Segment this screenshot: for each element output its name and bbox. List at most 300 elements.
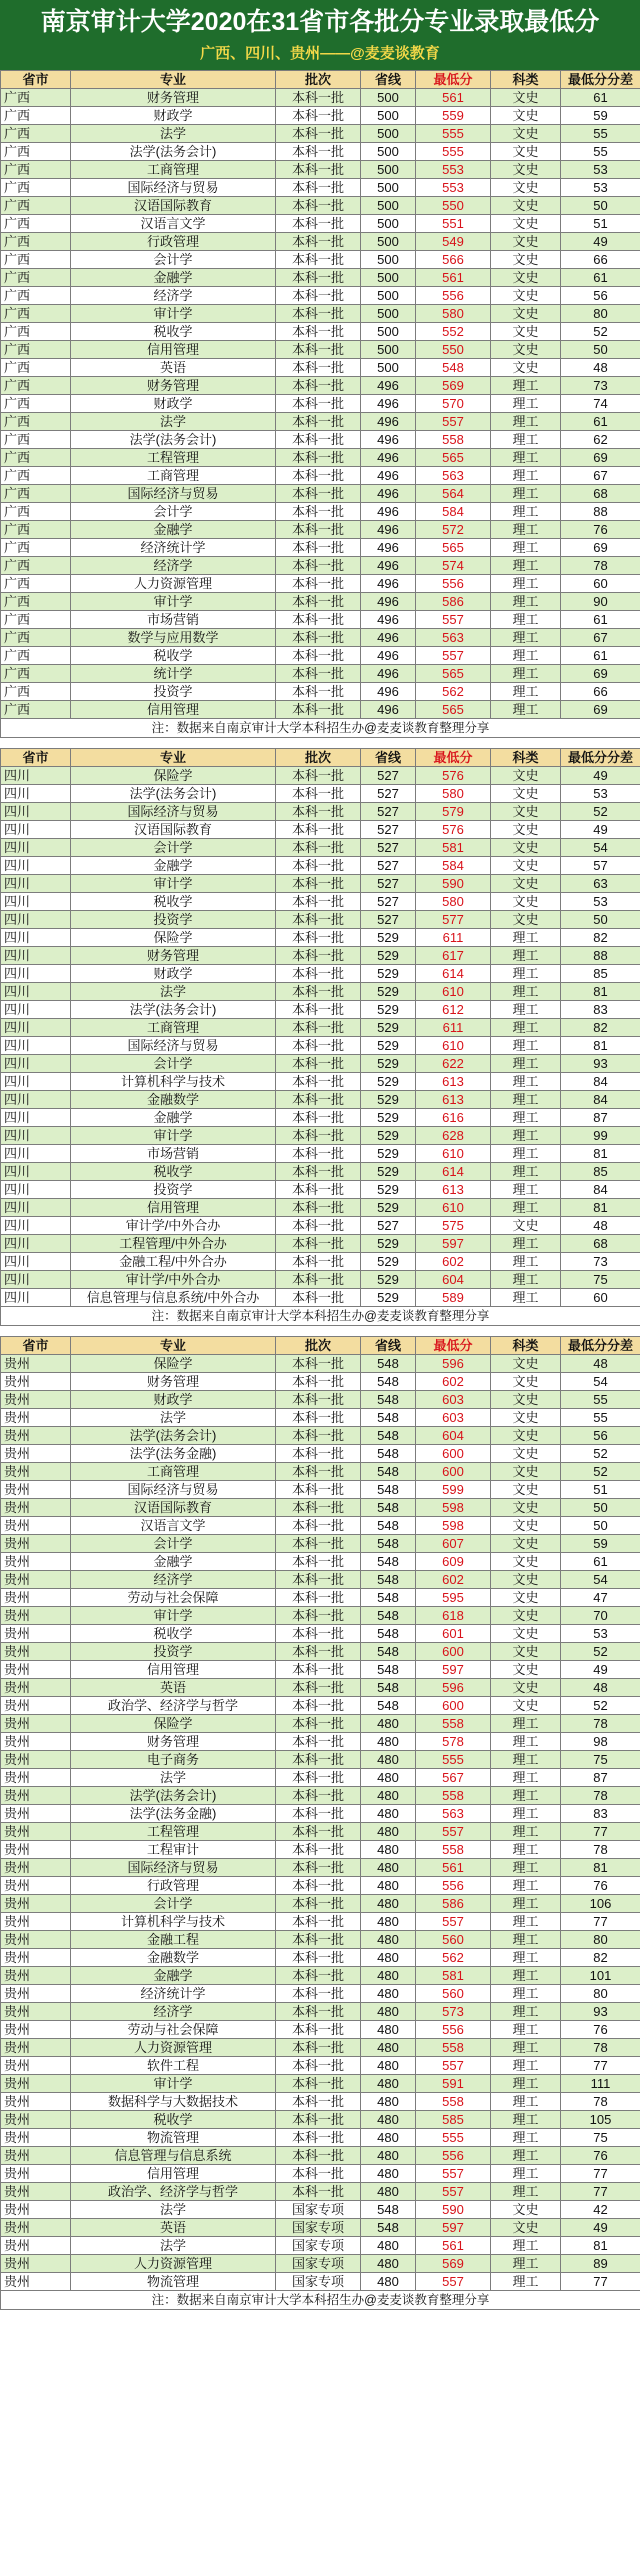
major-cell: 审计学/中外合办 [71,1217,276,1235]
batch-cell: 本科一批 [276,1217,361,1235]
major-cell: 投资学 [71,911,276,929]
province-cell: 贵州 [1,2201,71,2219]
table-row [1,1463,640,1481]
table-row [1,1607,640,1625]
min-score-cell: 552 [416,323,491,341]
min-score-cell: 556 [416,1877,491,1895]
track-cell: 理工 [491,2111,561,2129]
major-cell: 市场营销 [71,1145,276,1163]
track-cell: 理工 [491,1715,561,1733]
cutoff-cell: 527 [361,1217,416,1235]
batch-cell: 本科一批 [276,1391,361,1409]
batch-cell: 本科一批 [276,413,361,431]
cutoff-cell: 527 [361,857,416,875]
table-row [1,287,640,305]
table-row [1,1181,640,1199]
min-score-cell: 548 [416,359,491,377]
track-cell: 文史 [491,1499,561,1517]
track-cell: 理工 [491,1037,561,1055]
cutoff-cell: 529 [361,1253,416,1271]
track-cell: 理工 [491,611,561,629]
table-row [1,1841,640,1859]
batch-cell: 本科一批 [276,1535,361,1553]
score-diff-cell: 81 [561,1199,640,1217]
score-diff-cell: 81 [561,983,640,1001]
province-cell: 贵州 [1,2057,71,2075]
track-cell: 理工 [491,1787,561,1805]
cutoff-cell: 480 [361,1859,416,1877]
cutoff-cell: 480 [361,1787,416,1805]
table-row [1,947,640,965]
table-row [1,1751,640,1769]
batch-cell: 本科一批 [276,1037,361,1055]
major-cell: 计算机科学与技术 [71,1913,276,1931]
column-header: 最低分分差 [561,1337,640,1355]
score-table [0,748,640,1326]
min-score-cell: 604 [416,1271,491,1289]
cutoff-cell: 496 [361,503,416,521]
batch-cell: 本科一批 [276,269,361,287]
min-score-cell: 596 [416,1679,491,1697]
table-row [1,1715,640,1733]
track-cell: 理工 [491,1823,561,1841]
track-cell: 文史 [491,359,561,377]
track-cell: 理工 [491,593,561,611]
province-cell: 四川 [1,1109,71,1127]
cutoff-cell: 529 [361,1109,416,1127]
table-row [1,1199,640,1217]
table-row [1,1895,640,1913]
track-cell: 理工 [491,1181,561,1199]
min-score-cell: 622 [416,1055,491,1073]
batch-cell: 本科一批 [276,965,361,983]
column-header: 批次 [276,749,361,767]
province-cell: 贵州 [1,2219,71,2237]
cutoff-cell: 480 [361,1733,416,1751]
table-row [1,1289,640,1307]
major-cell: 经济学 [71,287,276,305]
batch-cell: 本科一批 [276,251,361,269]
track-cell: 理工 [491,1145,561,1163]
score-tables [0,70,640,2310]
score-diff-cell: 68 [561,1235,640,1253]
score-diff-cell: 78 [561,1841,640,1859]
score-diff-cell: 48 [561,1355,640,1373]
province-cell: 广西 [1,89,71,107]
table-header-row [1,71,640,89]
batch-cell: 本科一批 [276,431,361,449]
batch-cell: 本科一批 [276,647,361,665]
table-row [1,1391,640,1409]
score-diff-cell: 81 [561,2237,640,2255]
province-cell: 广西 [1,701,71,719]
province-cell: 贵州 [1,1445,71,1463]
major-cell: 法学(法务会计) [71,431,276,449]
cutoff-cell: 529 [361,1001,416,1019]
track-cell: 理工 [491,1931,561,1949]
min-score-cell: 557 [416,2057,491,2075]
score-diff-cell: 90 [561,593,640,611]
score-diff-cell: 76 [561,2147,640,2165]
table-row [1,1427,640,1445]
track-cell: 理工 [491,1001,561,1019]
min-score-cell: 558 [416,1787,491,1805]
column-header: 专业 [71,1337,276,1355]
table-row [1,1823,640,1841]
track-cell: 文史 [491,1661,561,1679]
province-cell: 贵州 [1,1589,71,1607]
score-diff-cell: 73 [561,377,640,395]
batch-cell: 国家专项 [276,2219,361,2237]
batch-cell: 本科一批 [276,503,361,521]
table-row [1,1235,640,1253]
batch-cell: 本科一批 [276,377,361,395]
score-diff-cell: 81 [561,1859,640,1877]
batch-cell: 本科一批 [276,557,361,575]
track-cell: 理工 [491,701,561,719]
score-diff-cell: 76 [561,1877,640,1895]
batch-cell: 本科一批 [276,1895,361,1913]
min-score-cell: 555 [416,2129,491,2147]
major-cell: 税收学 [71,323,276,341]
province-cell: 四川 [1,1055,71,1073]
score-diff-cell: 50 [561,1499,640,1517]
province-cell: 贵州 [1,1463,71,1481]
batch-cell: 本科一批 [276,1643,361,1661]
batch-cell: 本科一批 [276,1985,361,2003]
title-banner [0,0,640,70]
batch-cell: 本科一批 [276,1571,361,1589]
major-cell: 金融学 [71,857,276,875]
table-row [1,1145,640,1163]
cutoff-cell: 527 [361,893,416,911]
major-cell: 审计学 [71,593,276,611]
province-cell: 广西 [1,161,71,179]
score-diff-cell: 48 [561,1679,640,1697]
track-cell: 理工 [491,2075,561,2093]
batch-cell: 本科一批 [276,1751,361,1769]
major-cell: 保险学 [71,767,276,785]
min-score-cell: 563 [416,629,491,647]
province-cell: 四川 [1,1163,71,1181]
table-row [1,557,640,575]
track-cell: 文史 [491,1409,561,1427]
score-diff-cell: 52 [561,1445,640,1463]
score-diff-cell: 60 [561,575,640,593]
min-score-cell: 559 [416,107,491,125]
major-cell: 信用管理 [71,2165,276,2183]
province-cell: 贵州 [1,1859,71,1877]
cutoff-cell: 548 [361,1499,416,1517]
column-header: 省线 [361,749,416,767]
cutoff-cell: 548 [361,1445,416,1463]
column-header: 最低分分差 [561,749,640,767]
min-score-cell: 598 [416,1499,491,1517]
province-cell: 贵州 [1,1481,71,1499]
min-score-cell: 558 [416,2039,491,2057]
min-score-cell: 579 [416,803,491,821]
cutoff-cell: 529 [361,983,416,1001]
batch-cell: 本科一批 [276,125,361,143]
batch-cell: 本科一批 [276,1199,361,1217]
batch-cell: 本科一批 [276,1499,361,1517]
score-diff-cell: 88 [561,947,640,965]
min-score-cell: 601 [416,1625,491,1643]
cutoff-cell: 480 [361,2255,416,2273]
min-score-cell: 581 [416,1967,491,1985]
score-diff-cell: 84 [561,1091,640,1109]
score-diff-cell: 101 [561,1967,640,1985]
min-score-cell: 616 [416,1109,491,1127]
batch-cell: 本科一批 [276,1517,361,1535]
cutoff-cell: 480 [361,1805,416,1823]
province-cell: 贵州 [1,1769,71,1787]
table-row [1,431,640,449]
table-row [1,521,640,539]
major-cell: 财务管理 [71,947,276,965]
cutoff-cell: 527 [361,875,416,893]
cutoff-cell: 480 [361,1895,416,1913]
score-diff-cell: 78 [561,1715,640,1733]
major-cell: 法学 [71,413,276,431]
batch-cell: 本科一批 [276,785,361,803]
table-row [1,395,640,413]
min-score-cell: 561 [416,2237,491,2255]
track-cell: 文史 [491,1463,561,1481]
batch-cell: 本科一批 [276,305,361,323]
min-score-cell: 569 [416,377,491,395]
min-score-cell: 573 [416,2003,491,2021]
min-score-cell: 557 [416,2273,491,2291]
cutoff-cell: 500 [361,323,416,341]
note-row [1,719,640,738]
province-cell: 四川 [1,1127,71,1145]
min-score-cell: 562 [416,1949,491,1967]
cutoff-cell: 480 [361,2039,416,2057]
track-cell: 理工 [491,2255,561,2273]
min-score-cell: 549 [416,233,491,251]
min-score-cell: 557 [416,2183,491,2201]
province-cell: 广西 [1,611,71,629]
table-row [1,1271,640,1289]
batch-cell: 本科一批 [276,1949,361,1967]
major-cell: 信用管理 [71,1661,276,1679]
score-diff-cell: 77 [561,2183,640,2201]
score-diff-cell: 69 [561,665,640,683]
table-row [1,2075,640,2093]
table-row [1,1913,640,1931]
batch-cell: 国家专项 [276,2255,361,2273]
batch-cell: 本科一批 [276,1253,361,1271]
batch-cell: 本科一批 [276,665,361,683]
score-diff-cell: 80 [561,1985,640,2003]
batch-cell: 本科一批 [276,821,361,839]
cutoff-cell: 500 [361,161,416,179]
batch-cell: 本科一批 [276,161,361,179]
cutoff-cell: 500 [361,287,416,305]
batch-cell: 本科一批 [276,1931,361,1949]
table-row [1,1787,640,1805]
cutoff-cell: 480 [361,2183,416,2201]
min-score-cell: 565 [416,701,491,719]
province-cell: 四川 [1,785,71,803]
min-score-cell: 596 [416,1355,491,1373]
province-cell: 贵州 [1,1841,71,1859]
cutoff-cell: 548 [361,1535,416,1553]
province-cell: 贵州 [1,1355,71,1373]
province-cell: 广西 [1,575,71,593]
major-cell: 会计学 [71,1895,276,1913]
table-row [1,857,640,875]
score-diff-cell: 73 [561,1253,640,1271]
source-note: 注：数据来自南京审计大学本科招生办@麦麦谈教育整理分享 [1,1307,640,1326]
score-diff-cell: 76 [561,521,640,539]
score-diff-cell: 66 [561,683,640,701]
cutoff-cell: 548 [361,1355,416,1373]
table-row [1,929,640,947]
batch-cell: 本科一批 [276,1445,361,1463]
batch-cell: 本科一批 [276,1877,361,1895]
score-diff-cell: 82 [561,1019,640,1037]
major-cell: 财务管理 [71,89,276,107]
province-cell: 四川 [1,1235,71,1253]
cutoff-cell: 548 [361,1679,416,1697]
cutoff-cell: 480 [361,2021,416,2039]
cutoff-cell: 480 [361,2075,416,2093]
track-cell: 文史 [491,875,561,893]
batch-cell: 本科一批 [276,2183,361,2201]
province-cell: 贵州 [1,1913,71,1931]
province-cell: 四川 [1,1145,71,1163]
cutoff-cell: 548 [361,1481,416,1499]
table-row [1,413,640,431]
province-cell: 贵州 [1,1535,71,1553]
batch-cell: 本科一批 [276,1805,361,1823]
batch-cell: 本科一批 [276,1967,361,1985]
province-cell: 贵州 [1,2093,71,2111]
cutoff-cell: 496 [361,593,416,611]
table-row [1,2237,640,2255]
min-score-cell: 617 [416,947,491,965]
major-cell: 财务管理 [71,1373,276,1391]
track-cell: 理工 [491,575,561,593]
cutoff-cell: 529 [361,1019,416,1037]
cutoff-cell: 496 [361,395,416,413]
min-score-cell: 611 [416,929,491,947]
cutoff-cell: 527 [361,785,416,803]
major-cell: 审计学 [71,2075,276,2093]
track-cell: 文史 [491,269,561,287]
cutoff-cell: 480 [361,2273,416,2291]
batch-cell: 本科一批 [276,449,361,467]
track-cell: 理工 [491,647,561,665]
table-row [1,161,640,179]
min-score-cell: 575 [416,1217,491,1235]
min-score-cell: 566 [416,251,491,269]
table-row [1,1091,640,1109]
province-cell: 贵州 [1,2129,71,2147]
score-diff-cell: 77 [561,1913,640,1931]
major-cell: 会计学 [71,1535,276,1553]
track-cell: 文史 [491,1643,561,1661]
min-score-cell: 558 [416,431,491,449]
cutoff-cell: 500 [361,233,416,251]
cutoff-cell: 529 [361,1055,416,1073]
major-cell: 工商管理 [71,161,276,179]
table-row [1,2165,640,2183]
score-diff-cell: 55 [561,125,640,143]
major-cell: 税收学 [71,1163,276,1181]
major-cell: 汉语国际教育 [71,821,276,839]
major-cell: 经济学 [71,557,276,575]
province-cell: 四川 [1,911,71,929]
cutoff-cell: 480 [361,2093,416,2111]
cutoff-cell: 529 [361,1037,416,1055]
cutoff-cell: 527 [361,821,416,839]
min-score-cell: 618 [416,1607,491,1625]
track-cell: 文史 [491,1535,561,1553]
province-cell: 贵州 [1,2147,71,2165]
province-cell: 贵州 [1,2237,71,2255]
province-cell: 四川 [1,965,71,983]
score-diff-cell: 53 [561,1625,640,1643]
province-cell: 四川 [1,1019,71,1037]
min-score-cell: 550 [416,341,491,359]
track-cell: 理工 [491,1235,561,1253]
batch-cell: 本科一批 [276,2165,361,2183]
table-row [1,593,640,611]
province-cell: 贵州 [1,1517,71,1535]
cutoff-cell: 480 [361,1823,416,1841]
track-cell: 文史 [491,893,561,911]
province-cell: 贵州 [1,2003,71,2021]
batch-cell: 本科一批 [276,947,361,965]
province-cell: 广西 [1,593,71,611]
major-cell: 汉语国际教育 [71,1499,276,1517]
province-cell: 贵州 [1,1949,71,1967]
cutoff-cell: 529 [361,1127,416,1145]
cutoff-cell: 548 [361,1553,416,1571]
score-diff-cell: 57 [561,857,640,875]
cutoff-cell: 480 [361,2111,416,2129]
score-diff-cell: 59 [561,1535,640,1553]
province-cell: 广西 [1,215,71,233]
major-cell: 国际经济与贸易 [71,485,276,503]
table-row [1,767,640,785]
batch-cell: 本科一批 [276,875,361,893]
min-score-cell: 557 [416,2165,491,2183]
province-cell: 贵州 [1,1643,71,1661]
table-header-row [1,1337,640,1355]
table-row [1,1931,640,1949]
score-diff-cell: 83 [561,1805,640,1823]
cutoff-cell: 496 [361,431,416,449]
table-row [1,1163,640,1181]
major-cell: 物流管理 [71,2129,276,2147]
table-row [1,341,640,359]
table-row [1,2111,640,2129]
major-cell: 计算机科学与技术 [71,1073,276,1091]
table-row [1,1661,640,1679]
cutoff-cell: 548 [361,1391,416,1409]
batch-cell: 本科一批 [276,1373,361,1391]
table-row [1,125,640,143]
table-row [1,821,640,839]
province-cell: 贵州 [1,1985,71,2003]
major-cell: 金融学 [71,521,276,539]
province-cell: 广西 [1,449,71,467]
table-row [1,215,640,233]
